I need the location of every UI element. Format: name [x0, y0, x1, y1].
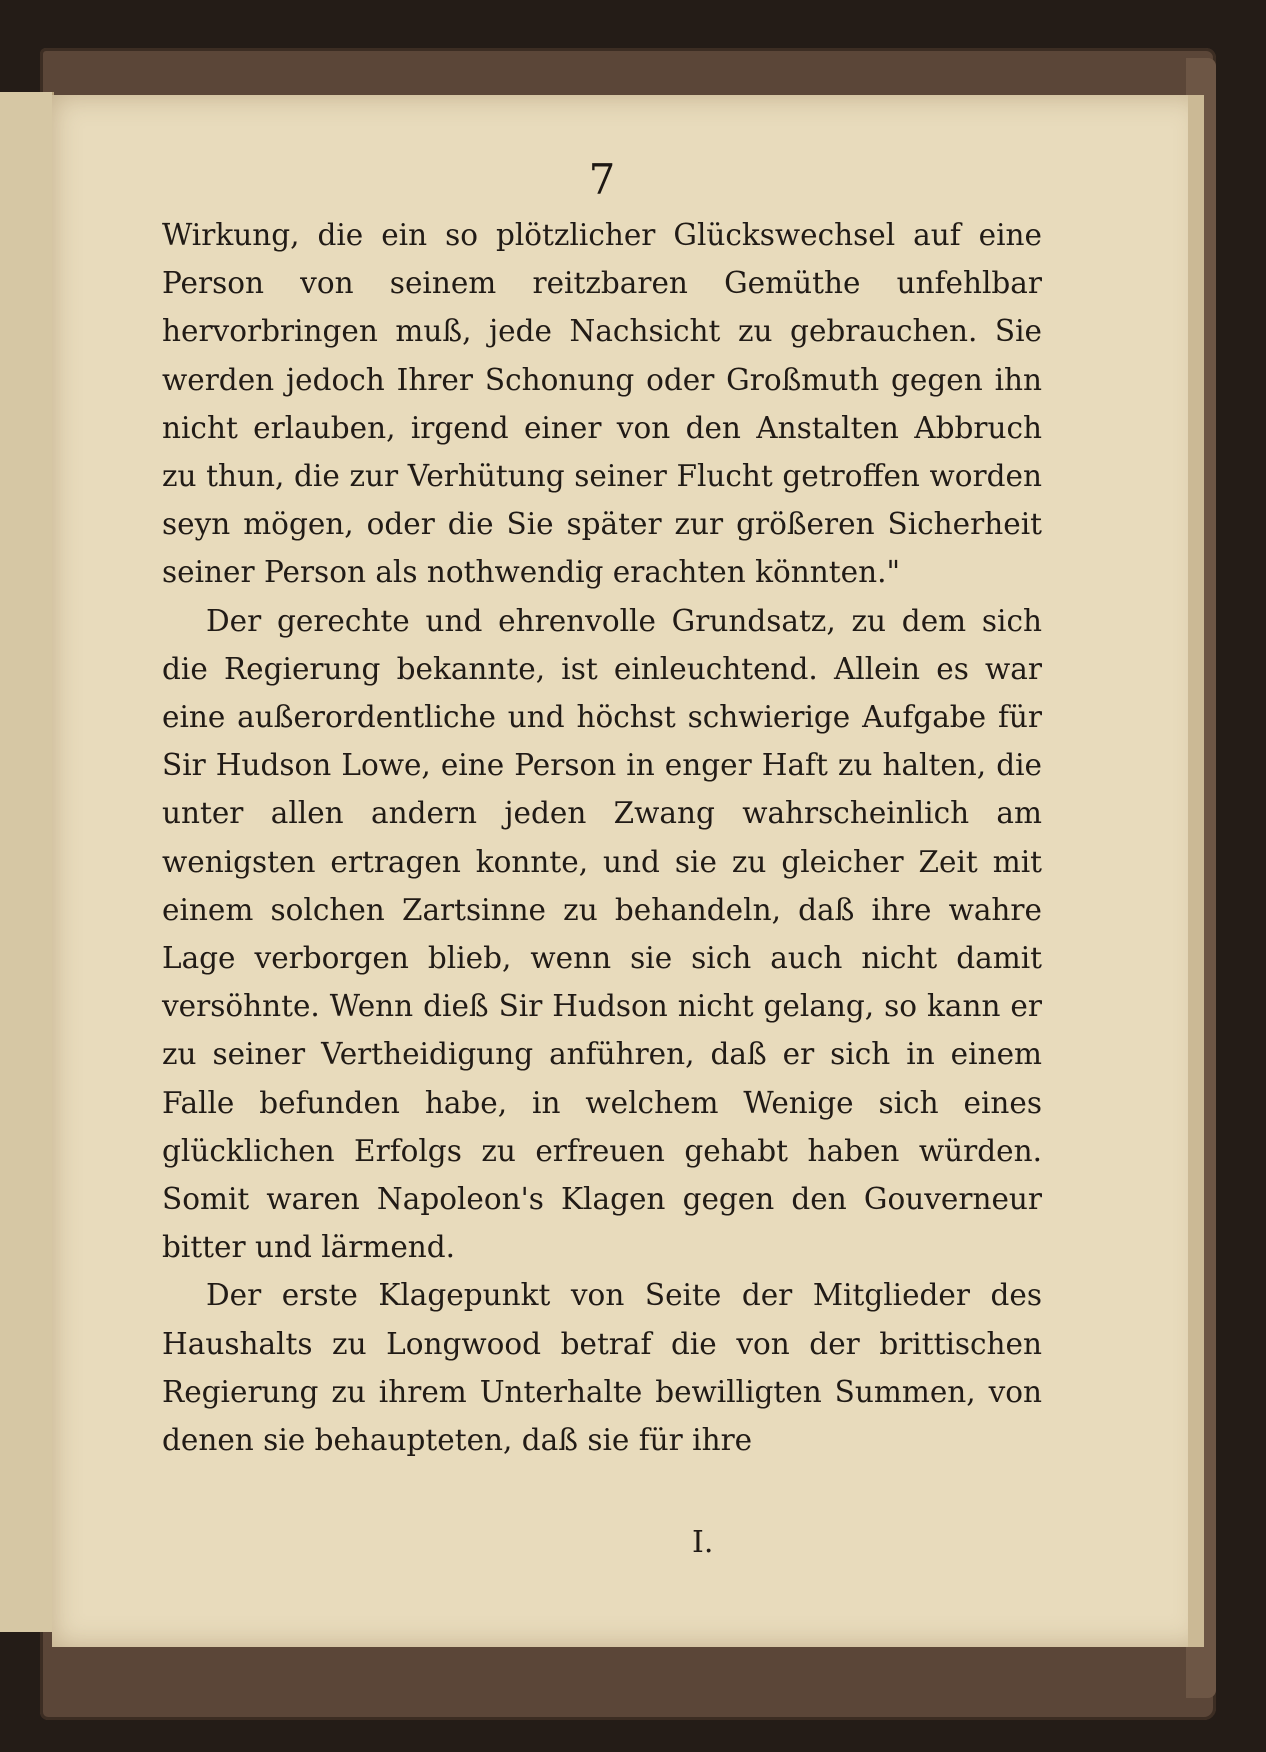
- paragraph-3: Der erste Klagepunkt von Seite der Mitglieder des Haushalts zu Longwood betraf die von der brittischen Regierung zu ihrem Unterhalte bewilligten Summen, von denen sie behaupteten, daß sie für ihre: [162, 1278, 1042, 1458]
- body-text: [162, 211, 1042, 1464]
- page-number: 7: [588, 155, 616, 204]
- book-page: [52, 95, 1204, 1647]
- printer-signature: I.: [692, 1525, 714, 1560]
- left-page-edge: [0, 92, 54, 1632]
- paragraph-1: Wirkung, die ein so plötzlicher Glückswechsel auf eine Person von seinem reitzbaren Gemüthe unfehlbar hervorbringen muß, jede Nachsicht zu gebrauchen. Sie werden jedoch Ihrer Schonung oder Großmuth gegen ihn nicht erlauben, irgend einer von den Anstalten Abbruch zu thun, die zur Verhütung seiner Flucht getroffen worden seyn mögen, oder die Sie später zur größeren Sicherheit seiner Person als nothwendig erachten könnten.": [162, 218, 1042, 590]
- paragraph-2: Der gerechte und ehrenvolle Grundsatz, zu dem sich die Regierung bekannte, ist einleuchtend. Allein es war eine außerordentliche und höchst schwierige Aufgabe für Sir Hudson Lowe, eine Person in enger Haft zu halten, die unter allen andern jeden Zwang wahrscheinlich am wenigsten ertragen konnte, und sie zu gleicher Zeit mit einem solchen Zartsinne zu behandeln, daß ihre wahre Lage verborgen blieb, wenn sie sich auch nicht damit versöhnte. Wenn dieß Sir Hudson nicht gelang, so kann er zu seiner Vertheidigung anführen, daß er sich in einem Falle befunden habe, in welchem Wenige sich eines glücklichen Erfolgs zu erfreuen gehabt haben würden. Somit waren Napoleon's Klagen gegen den Gouverneur bitter und lärmend.: [162, 603, 1042, 1265]
